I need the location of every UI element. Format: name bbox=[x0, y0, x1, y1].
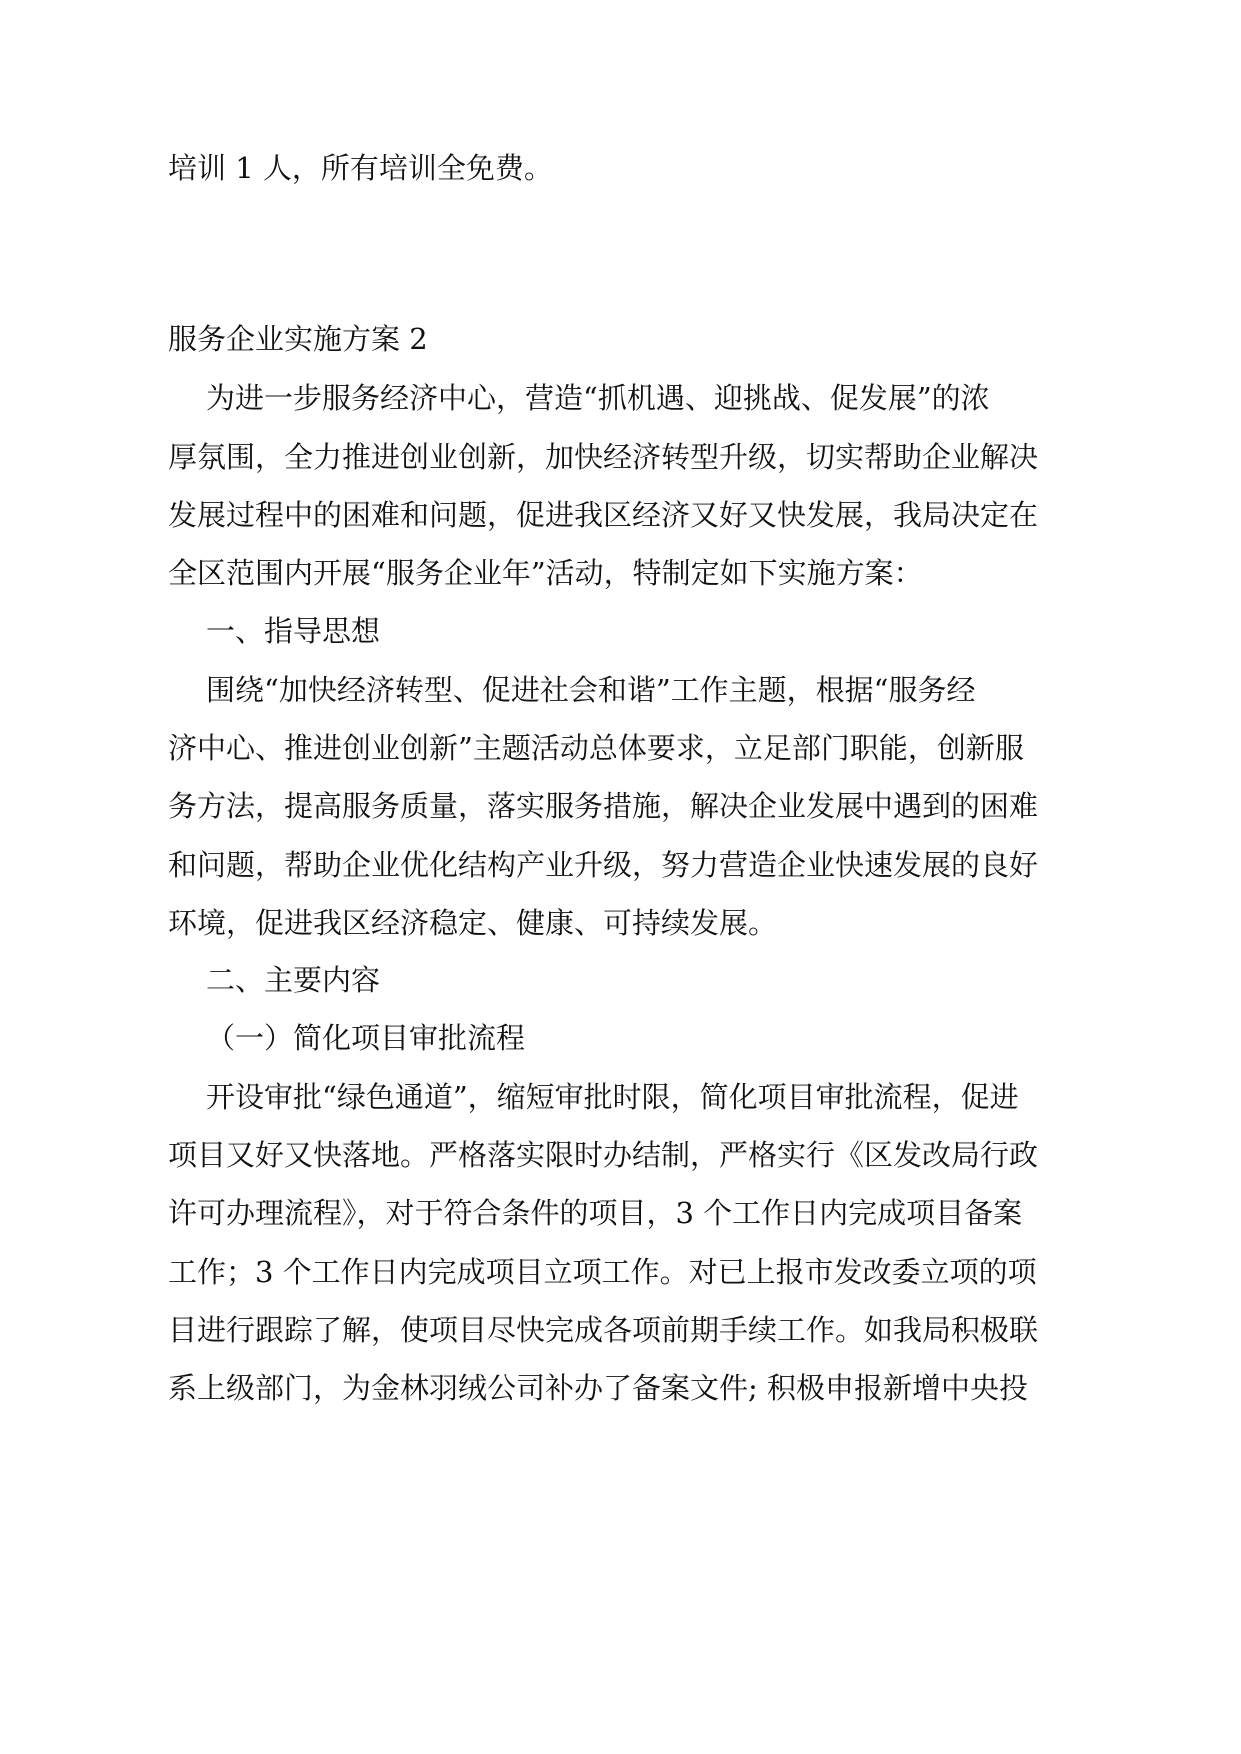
paragraph-line: 济中心、推进创业创新”主题活动总体要求，立足部门职能，创新服 bbox=[168, 731, 1024, 765]
section-title: 服务企业实施方案 2 bbox=[168, 322, 428, 356]
paragraph-line: 环境，促进我区经济稳定、健康、可持续发展。 bbox=[168, 906, 778, 940]
paragraph-line: 系上级部门，为金林羽绒公司补办了备案文件; 积极申报新增中央投 bbox=[168, 1371, 1028, 1405]
paragraph-line: 工作；3 个工作日内完成项目立项工作。对已上报市发改委立项的项 bbox=[168, 1255, 1037, 1289]
paragraph-line: 开设审批“绿色通道”，缩短审批时限，简化项目审批流程，促进 bbox=[206, 1080, 1019, 1114]
paragraph-line: 务方法，提高服务质量，落实服务措施，解决企业发展中遇到的困难 bbox=[168, 789, 1039, 823]
subheading: （一）简化项目审批流程 bbox=[206, 1021, 526, 1055]
paragraph-line: 和问题，帮助企业优化结构产业升级，努力营造企业快速发展的良好 bbox=[168, 848, 1039, 882]
paragraph-line: 发展过程中的困难和问题，促进我区经济又好又快发展，我局决定在 bbox=[168, 498, 1039, 532]
paragraph-line: 围绕“加快经济转型、促进社会和谐”工作主题，根据“服务经 bbox=[206, 673, 976, 707]
paragraph-line: 项目又好又快落地。严格落实限时办结制，严格实行《区发改局行政 bbox=[168, 1138, 1039, 1172]
heading: 二、主要内容 bbox=[206, 963, 381, 997]
paragraph-line: 培训 1 人，所有培训全免费。 bbox=[168, 151, 553, 185]
heading: 一、指导思想 bbox=[206, 614, 381, 648]
paragraph-line: 全区范围内开展“服务企业年”活动，特制定如下实施方案： bbox=[168, 556, 923, 590]
paragraph-line: 目进行跟踪了解，使项目尽快完成各项前期手续工作。如我局积极联 bbox=[168, 1313, 1039, 1347]
paragraph-line: 厚氛围，全力推进创业创新，加快经济转型升级，切实帮助企业解决 bbox=[168, 440, 1039, 474]
paragraph-line: 许可办理流程》，对于符合条件的项目，3 个工作日内完成项目备案 bbox=[168, 1196, 1023, 1230]
paragraph-line: 为进一步服务经济中心，营造“抓机遇、迎挑战、促发展”的浓 bbox=[206, 381, 990, 415]
